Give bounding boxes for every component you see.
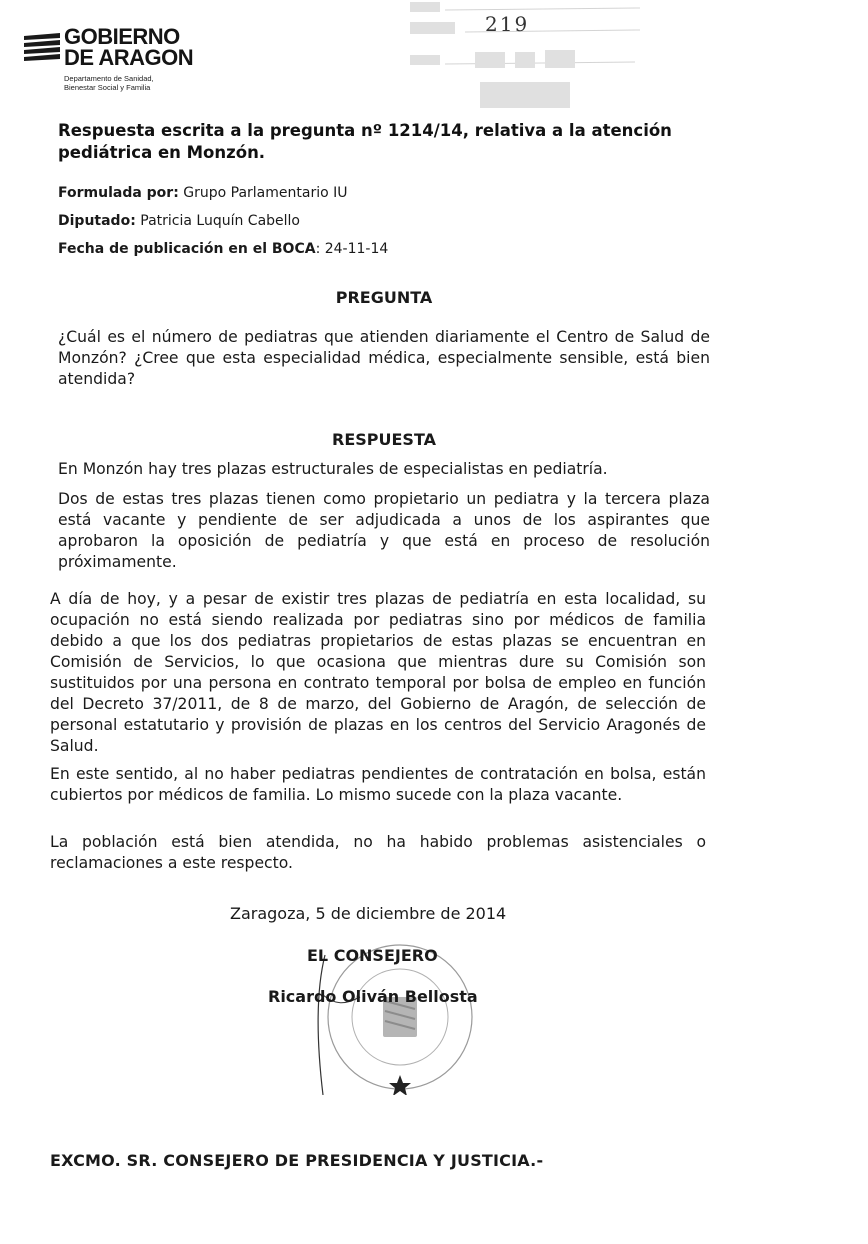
department-line1: Departamento de Sanidad, <box>64 74 154 83</box>
place-date: Zaragoza, 5 de diciembre de 2014 <box>230 904 507 923</box>
formulada-label: Formulada por: <box>58 185 179 201</box>
logo-line2: DE ARAGON <box>64 45 194 70</box>
signer-name: Ricardo Oliván Bellosta <box>268 987 478 1006</box>
diputado-value: Patricia Luquín Cabello <box>140 213 300 229</box>
respuesta-heading: RESPUESTA <box>332 430 436 449</box>
fecha-value: : 24-11-14 <box>315 241 389 257</box>
respuesta-paragraph-5: La población está bien atendida, no ha habido problemas asistenciales o reclamaciones a este respecto. <box>50 833 706 872</box>
fecha-row <box>58 240 388 258</box>
logo-title <box>64 26 193 68</box>
logo-line1: GOBIERNO <box>64 24 180 49</box>
department-name <box>64 74 154 92</box>
aragon-flag-bars-icon <box>22 32 62 66</box>
department-line2: Bienestar Social y Familia <box>64 83 151 92</box>
respuesta-paragraph-1: En Monzón hay tres plazas estructurales de especialistas en pediatría. <box>58 460 608 478</box>
registry-stamp <box>405 0 645 112</box>
respuesta-paragraph-2: Dos de estas tres plazas tienen como propietario un pediatra y la tercera plaza está vacante y pendiente de ser adjudicada a unos de los aspirantes que aprobaron la oposición de pediatría y que está en proceso de resolución próximamente. <box>58 490 710 571</box>
pregunta-heading: PREGUNTA <box>335 288 433 307</box>
formulada-value: Grupo Parlamentario IU <box>183 185 348 201</box>
registry-number: 219 <box>485 12 530 36</box>
diputado-row <box>58 212 300 230</box>
diputado-label: Diputado: <box>58 213 136 229</box>
fecha-label: Fecha de publicación en el BOCA <box>58 241 316 257</box>
respuesta-paragraph-3: A día de hoy, y a pesar de existir tres plazas de pediatría en esta localidad, su ocupación no está siendo realizada por pediatras sino por médicos de familia debido a que los dos pediatras propietarios de estas plazas se encuentran en Comisión de Servicios, lo que ocasiona que mientras dure su Comisión son sustituidos por una persona en contrato temporal por bolsa de empleo en función del Decreto 37/2011, de 8 de marzo, del Gobierno de Aragón, de selección de personal estatutario y provisión de plazas en los centros del Servicio Aragonés de Salud. <box>50 590 706 755</box>
formulada-por-row <box>58 184 348 202</box>
signer-role: EL CONSEJERO <box>307 946 438 965</box>
document-title: Respuesta escrita a la pregunta nº 1214/14, relativa a la atención pediátrica en Monzón. <box>58 121 672 162</box>
gobierno-aragon-logo <box>22 26 222 100</box>
pregunta-text: ¿Cuál es el número de pediatras que atienden diariamente el Centro de Salud de Monzón? ¿Cree que esta especialidad médica, especialmente sensible, está bien atendida? <box>58 328 710 388</box>
addressee: EXCMO. SR. CONSEJERO DE PRESIDENCIA Y JUSTICIA.- <box>50 1151 544 1170</box>
respuesta-paragraph-4: En este sentido, al no haber pediatras pendientes de contratación en bolsa, están cubiertos por médicos de familia. Lo mismo sucede con la plaza vacante. <box>50 765 706 804</box>
